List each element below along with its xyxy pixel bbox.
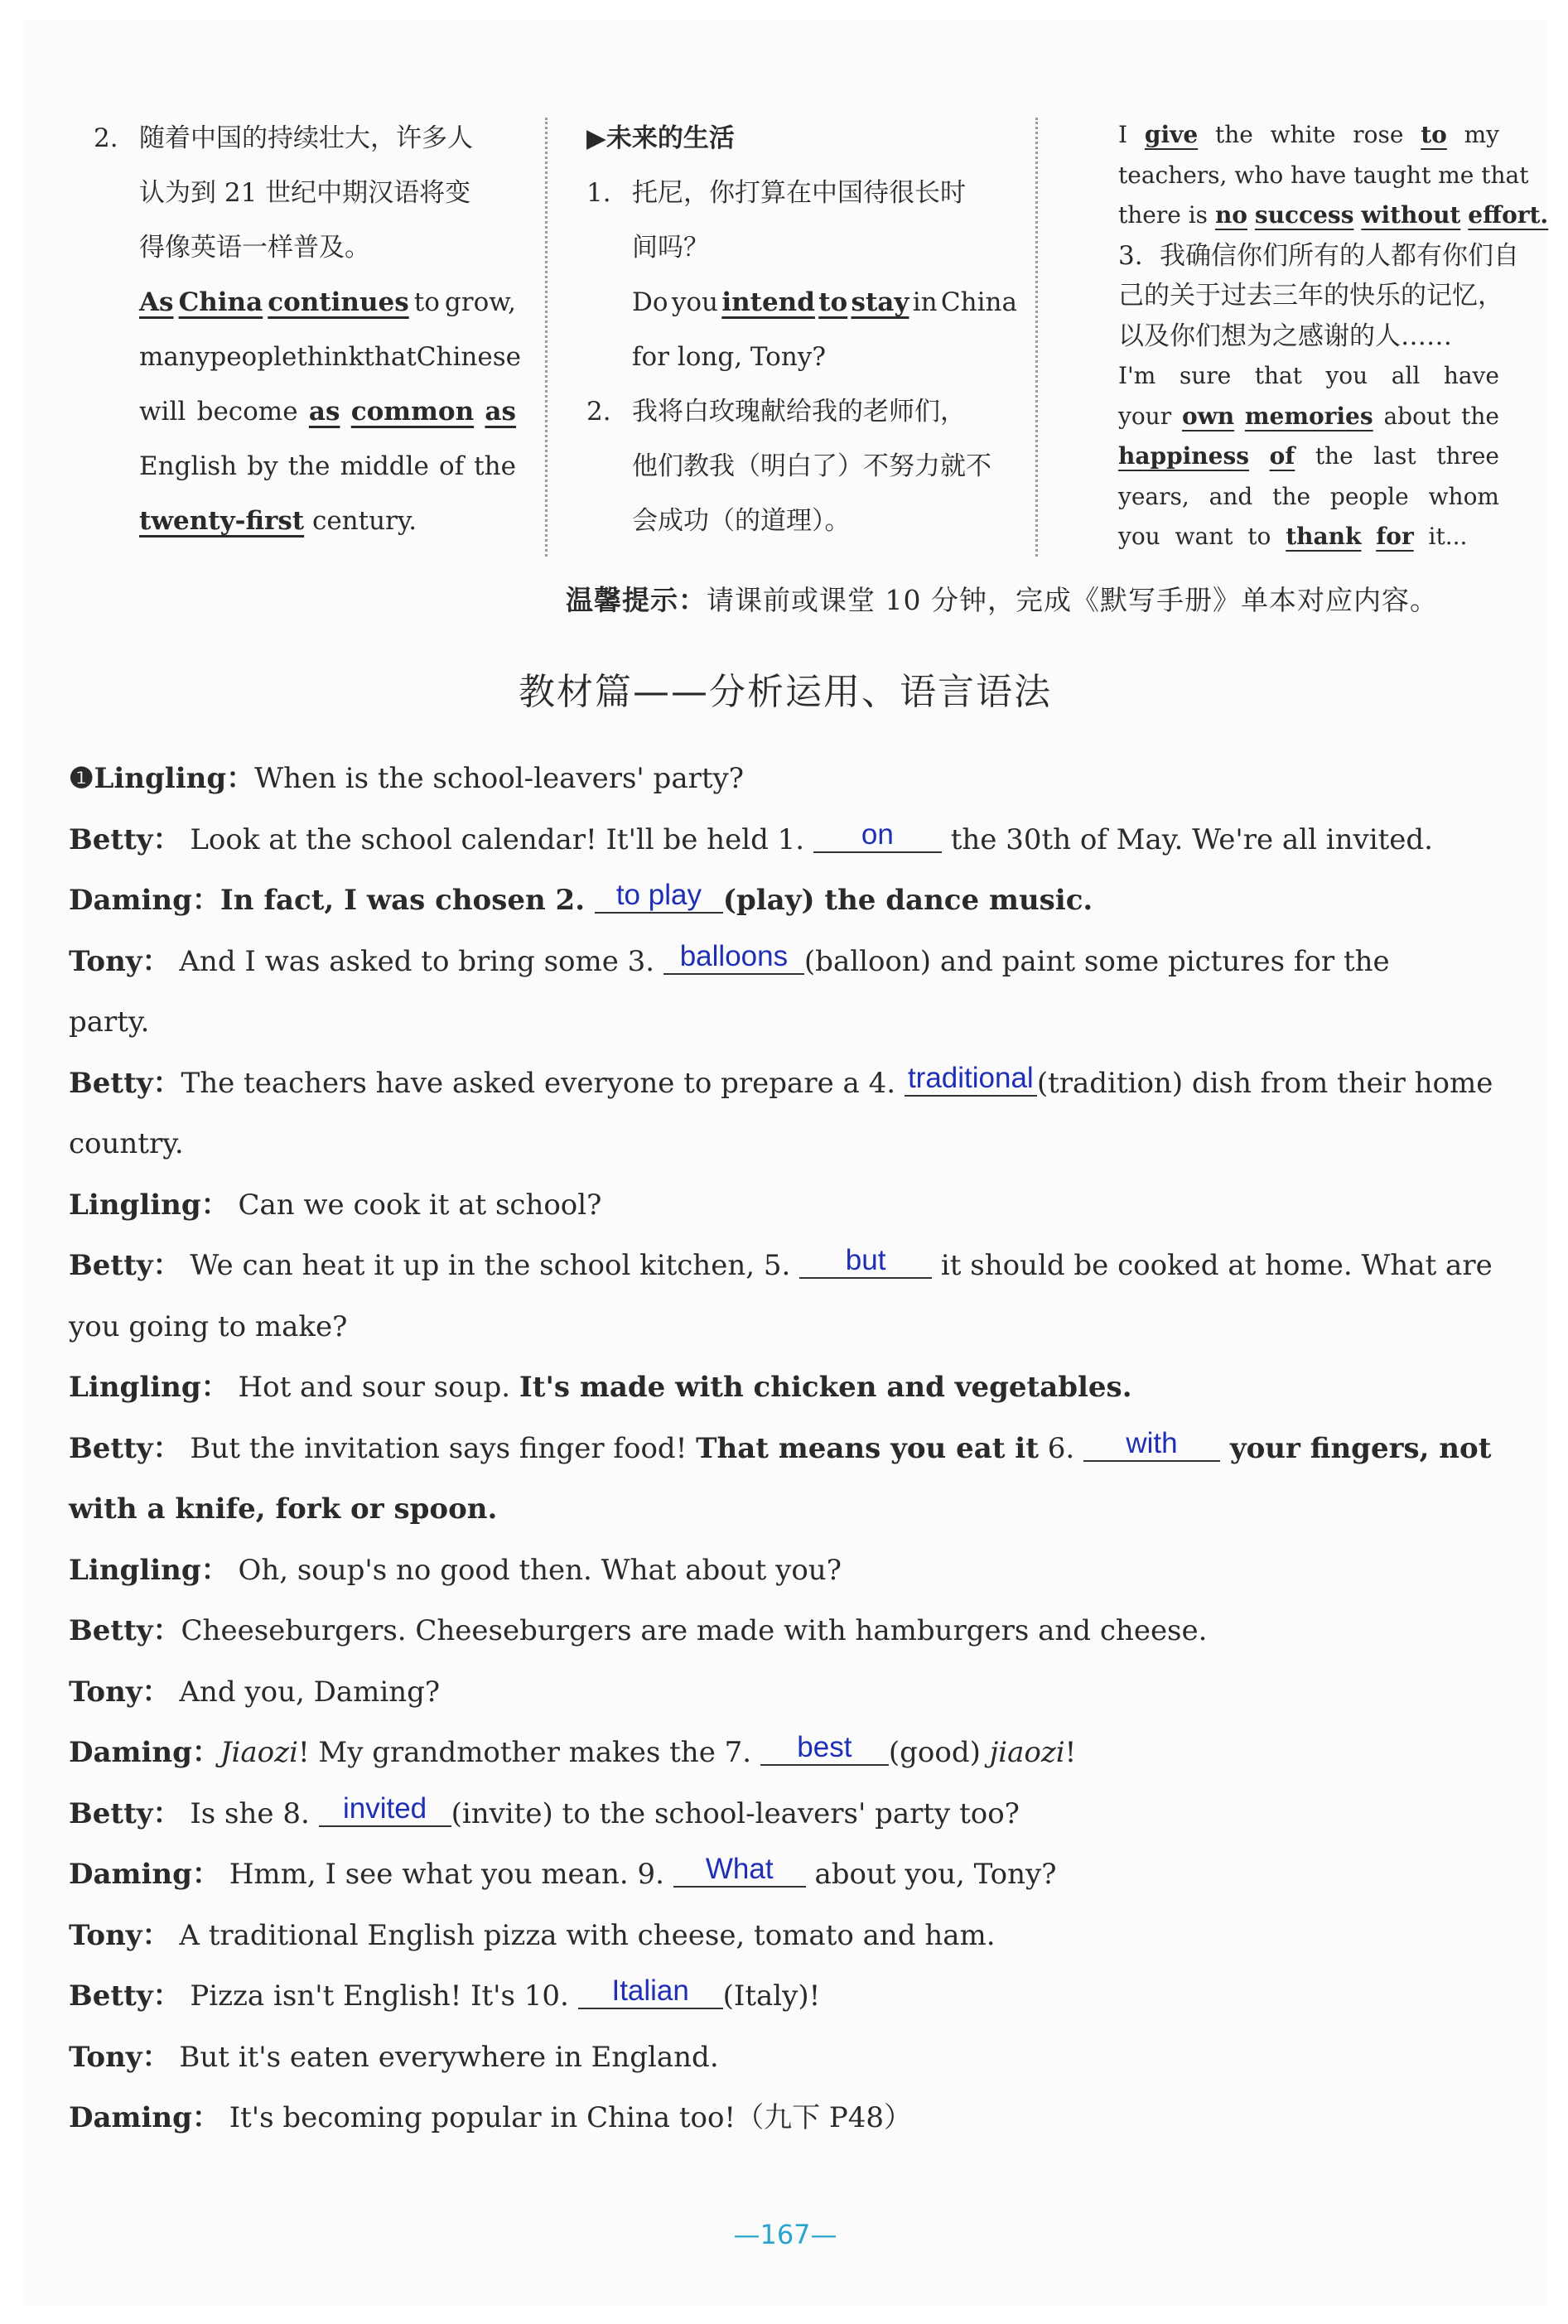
english-word: want bbox=[1175, 523, 1233, 550]
english-word: my bbox=[1464, 121, 1499, 148]
chinese-prompt: 间吗？ bbox=[632, 233, 709, 263]
english-word: people bbox=[1329, 482, 1409, 510]
answer-blank[interactable]: Italian bbox=[578, 1974, 723, 2009]
answer-blank[interactable]: balloons bbox=[663, 940, 804, 975]
circled-number-icon: ❶ bbox=[69, 762, 94, 795]
answer-blank[interactable]: traditional bbox=[905, 1062, 1037, 1097]
dialogue-exercise bbox=[69, 749, 1493, 2149]
english-word: to bbox=[413, 287, 440, 317]
tip-label: 温馨提示： bbox=[566, 584, 707, 616]
speaker-name: Tony： bbox=[69, 1918, 171, 1952]
chinese-prompt: 会成功（的道理）。 bbox=[632, 506, 851, 536]
english-word: the bbox=[287, 451, 330, 481]
dialogue-line: Daming： Hmm, I see what you mean. 9. What about you, Tony? bbox=[69, 1853, 1057, 1891]
column-divider bbox=[545, 118, 548, 557]
answer-blank[interactable]: with bbox=[1083, 1427, 1220, 1462]
answer-word: success bbox=[1254, 201, 1354, 229]
english-word: in bbox=[912, 287, 938, 317]
dialogue-line: Daming：Jiaozi! My grandmother makes the 7. best (good) jiaozi! bbox=[69, 1731, 1077, 1769]
chinese-prompt: 托尼，你打算在中国待很长时 bbox=[632, 178, 966, 208]
dialogue-line: Betty：Cheeseburgers. Cheeseburgers are made with hamburgers and cheese. bbox=[69, 1614, 1208, 1647]
english-word: all bbox=[1391, 362, 1421, 389]
english-word: middle bbox=[340, 451, 429, 481]
item-number: 2. bbox=[94, 123, 118, 153]
dialogue-line: Lingling： Oh, soup's no good then. What about you? bbox=[69, 1553, 842, 1587]
english-word: by bbox=[247, 451, 278, 481]
english-word: you bbox=[1118, 523, 1160, 550]
dialogue-line: Betty： We can heat it up in the school kitchen, 5. but it should be cooked at home. What are bbox=[69, 1244, 1493, 1282]
english-text: there is bbox=[1118, 201, 1215, 229]
answer-word: intend bbox=[721, 287, 815, 317]
speaker-name: Betty： bbox=[69, 1979, 181, 2013]
chinese-prompt: 随着中国的持续壮大，许多人 bbox=[139, 123, 473, 153]
answer-word: continues bbox=[268, 287, 409, 317]
english-word: about bbox=[1383, 402, 1451, 430]
english-word: of bbox=[438, 451, 465, 481]
speaker-name: Lingling： bbox=[69, 1553, 229, 1587]
answer-word: without bbox=[1361, 201, 1461, 229]
dialogue-line: Betty：The teachers have asked everyone to prepare a 4. traditional (tradition) dish from their home bbox=[69, 1061, 1493, 1100]
english-word: will bbox=[139, 397, 186, 427]
answer-word: of bbox=[1269, 442, 1295, 470]
english-word: three bbox=[1436, 442, 1499, 470]
chinese-prompt: 我将白玫瑰献给我的老师们， bbox=[632, 397, 966, 427]
exercise-column-1 bbox=[94, 111, 521, 548]
answer-word: twenty-first bbox=[139, 506, 305, 536]
english-word: years, bbox=[1118, 482, 1189, 510]
dialogue-line: Betty： Pizza isn't English! It's 10. Italian (Italy)! bbox=[69, 1974, 821, 2013]
answer-word: own bbox=[1181, 402, 1235, 430]
english-word: China bbox=[940, 287, 1017, 317]
speaker-name: Daming： bbox=[69, 2101, 220, 2134]
answer-word: thank bbox=[1286, 523, 1362, 550]
item-number: 3. bbox=[1118, 240, 1143, 271]
triangle-icon: ▶ bbox=[586, 123, 606, 153]
dialogue-line: Betty： Look at the school calendar! It'll be held 1. on the 30th of May. We're all invited. bbox=[69, 817, 1433, 856]
chinese-prompt: 认为到 21 世纪中期汉语将变 bbox=[139, 178, 471, 208]
column-divider bbox=[1035, 118, 1038, 557]
english-word: white bbox=[1270, 121, 1336, 148]
dialogue-line: Betty： But the invitation says finger food! That means you eat it 6. with your fingers, not bbox=[69, 1426, 1492, 1465]
english-word: to bbox=[1247, 523, 1271, 550]
english-word: Do bbox=[632, 287, 668, 317]
line-text: When is the school-leavers' party? bbox=[254, 762, 744, 795]
chinese-prompt: 我确信你们所有的人都有你们自 bbox=[1160, 240, 1519, 271]
answer-word: to bbox=[1421, 121, 1447, 148]
speaker-name: Lingling： bbox=[94, 762, 255, 795]
english-word: think bbox=[297, 342, 364, 372]
english-word: the bbox=[1272, 482, 1311, 510]
speaker-name: Betty： bbox=[69, 822, 181, 856]
dialogue-line: Lingling： Hot and sour soup. It's made with chicken and vegetables. bbox=[69, 1371, 1132, 1404]
speaker-name: Lingling： bbox=[69, 1371, 229, 1404]
tip-text: 请课前或课堂 10 分钟，完成《默写手册》单本对应内容。 bbox=[707, 584, 1438, 616]
dialogue-line: Tony： A traditional English pizza with cheese, tomato and ham. bbox=[69, 1918, 996, 1952]
answer-blank[interactable]: best bbox=[760, 1731, 889, 1766]
answer-blank[interactable]: to play bbox=[595, 879, 723, 914]
dialogue-line: country. bbox=[69, 1127, 184, 1160]
english-word: the bbox=[1461, 402, 1499, 430]
item-number: 2. bbox=[586, 397, 611, 427]
chinese-prompt: 以及你们想为之感谢的人…… bbox=[1118, 321, 1452, 351]
english-word: you bbox=[671, 287, 718, 317]
exercise-column-2 bbox=[586, 111, 1017, 548]
dialogue-line: Lingling： Can we cook it at school? bbox=[69, 1188, 602, 1222]
english-word: your bbox=[1118, 402, 1172, 430]
english-word: the bbox=[474, 451, 516, 481]
dialogue-line: party. bbox=[69, 1005, 150, 1039]
answer-blank[interactable]: on bbox=[813, 818, 942, 853]
english-text: teachers, who have taught me that bbox=[1118, 161, 1529, 189]
speaker-name: Daming： bbox=[69, 884, 220, 917]
item-number: 1. bbox=[586, 178, 611, 208]
english-word: the bbox=[1315, 442, 1353, 470]
answer-word: as bbox=[308, 397, 340, 427]
english-word: I'm bbox=[1118, 362, 1156, 389]
answer-word: as bbox=[485, 397, 516, 427]
answer-word: to bbox=[818, 287, 848, 317]
dialogue-line bbox=[69, 749, 1493, 810]
english-word: grow, bbox=[444, 287, 516, 317]
answer-word: effort. bbox=[1468, 201, 1549, 229]
speaker-name: Lingling： bbox=[69, 1188, 229, 1222]
chinese-prompt: 得像英语一样普及。 bbox=[139, 233, 370, 263]
english-word: become bbox=[196, 397, 298, 427]
dialogue-line: Tony： And you, Daming? bbox=[69, 1675, 441, 1709]
english-word: that bbox=[1254, 362, 1302, 389]
speaker-name: Betty： bbox=[69, 1249, 181, 1282]
answer-word: for bbox=[1376, 523, 1414, 550]
speaker-name: Tony： bbox=[69, 944, 171, 978]
english-word: English bbox=[139, 451, 238, 481]
english-word: sure bbox=[1179, 362, 1232, 389]
speaker-name: Daming： bbox=[69, 1736, 220, 1769]
english-word: you bbox=[1325, 362, 1368, 389]
speaker-name: Betty： bbox=[69, 1066, 181, 1100]
answer-blank[interactable]: What bbox=[673, 1853, 806, 1888]
answer-word: China bbox=[178, 287, 263, 317]
speaker-name: Betty： bbox=[69, 1431, 181, 1465]
dialogue-line: Daming： It's becoming popular in China too!（九下 P48） bbox=[69, 2101, 913, 2134]
page-number: —167— bbox=[733, 2219, 837, 2250]
answer-word: no bbox=[1214, 201, 1247, 229]
english-text: for long, Tony? bbox=[632, 342, 826, 372]
chinese-prompt: 他们教我（明白了）不努力就不 bbox=[632, 451, 991, 481]
english-word: rose bbox=[1353, 121, 1404, 148]
answer-word: memories bbox=[1244, 402, 1373, 430]
section-heading: ▶ 未来的生活 bbox=[586, 111, 1017, 166]
dialogue-line: with a knife, fork or spoon. bbox=[69, 1492, 498, 1526]
english-word: people bbox=[210, 342, 297, 372]
dialogue-line: Betty： Is she 8. invited (invite) to the school-leavers' party too? bbox=[69, 1791, 1020, 1830]
speaker-name: Betty： bbox=[69, 1614, 181, 1647]
english-word: whom bbox=[1428, 482, 1499, 510]
answer-word: happiness bbox=[1118, 442, 1249, 470]
dialogue-line: Tony： And I was asked to bring some 3. balloons (balloon) and paint some pictures for the bbox=[69, 939, 1390, 978]
answer-word: common bbox=[350, 397, 475, 427]
dialogue-line: Tony： But it's eaten everywhere in England. bbox=[69, 2040, 719, 2074]
english-word: and bbox=[1209, 482, 1253, 510]
english-word: century. bbox=[304, 506, 417, 536]
answer-word: give bbox=[1144, 121, 1199, 148]
answer-blank[interactable]: invited bbox=[319, 1792, 451, 1827]
speaker-name: Tony： bbox=[69, 1675, 171, 1709]
workbook-page bbox=[23, 20, 1547, 2306]
english-word: I bbox=[1118, 121, 1128, 148]
exercise-column-3 bbox=[1118, 115, 1549, 557]
answer-blank[interactable]: but bbox=[799, 1244, 932, 1279]
speaker-name: Betty： bbox=[69, 1796, 181, 1830]
english-word: have bbox=[1443, 362, 1499, 389]
dialogue-line: you going to make? bbox=[69, 1309, 348, 1343]
chinese-prompt: 己的关于过去三年的快乐的记忆， bbox=[1118, 281, 1503, 311]
section-title: 教材篇——分析运用、语言语法 bbox=[519, 671, 1052, 713]
english-word: the bbox=[1214, 121, 1253, 148]
english-word: Chinese bbox=[416, 342, 521, 372]
english-word: it... bbox=[1428, 523, 1468, 550]
answer-word: stay bbox=[851, 287, 909, 317]
speaker-name: Daming： bbox=[69, 1858, 220, 1891]
english-word: many bbox=[139, 342, 210, 372]
answer-word: As bbox=[139, 287, 174, 317]
tip-note bbox=[566, 579, 1438, 618]
speaker-name: Tony： bbox=[69, 2040, 171, 2074]
english-word: last bbox=[1373, 442, 1416, 470]
dialogue-line: Daming：In fact, I was chosen 2. to play (play) the dance music. bbox=[69, 879, 1093, 917]
english-word: that bbox=[364, 342, 417, 372]
